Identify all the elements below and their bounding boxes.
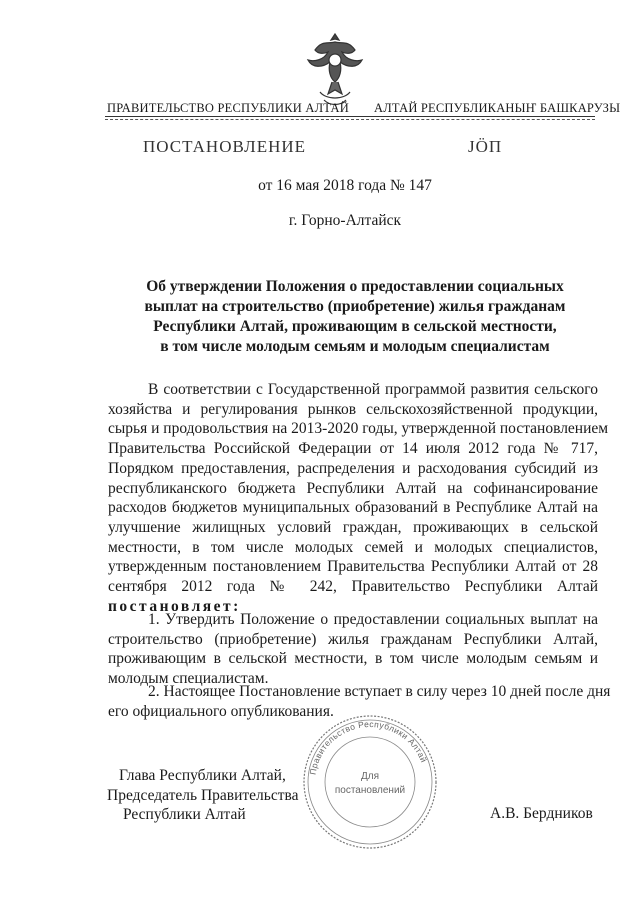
- title-line: выплат на строительство (приобретение) жилья гражданам: [144, 298, 566, 315]
- text-line: республиканского бюджета Республики Алтай на софинансирование: [108, 479, 598, 497]
- resolution-item-1: [108, 610, 598, 689]
- text-line: Правительства Российской Федерации от 14 июля 2012 года № 717,: [108, 440, 598, 458]
- document-place: г. Горно-Алтайск: [288, 212, 402, 229]
- resolves-word: постановляет:: [108, 597, 241, 615]
- government-name-ru: ПРАВИТЕЛЬСТВО РЕСПУБЛИКИ АЛТАЙ: [107, 101, 349, 115]
- position-line: Республики Алтай: [123, 806, 246, 824]
- text-line: 1. Утвердить Положение о предоставлении социальных выплат на: [148, 611, 598, 628]
- position-line: Председатель Правительства: [107, 786, 299, 804]
- title-line: Республики Алтай, проживающим в сельской местности,: [153, 318, 557, 335]
- header-rule: [105, 116, 595, 117]
- stamp-inner-text: Для: [360, 771, 380, 782]
- stamp-inner-text: постановлений: [334, 785, 406, 796]
- document-type-altai: ЈÖП: [468, 137, 503, 156]
- government-name-altai: АЛТАЙ РЕСПУБЛИКАНЫҤ БАШКАРУЗЫ: [374, 101, 621, 115]
- svg-text:Правительство Республики Алтай: [307, 719, 429, 776]
- text-line: его официального опубликования.: [108, 702, 334, 720]
- signer-name: А.В. Бердников: [490, 805, 593, 822]
- text-line: строительство (приобретение) жилья гражданам Республики Алтай,: [108, 630, 598, 648]
- text-line: утвержденным постановлением Правительства Республики Алтай от 28: [108, 558, 598, 576]
- text-line: проживающим в сельской местности, в том числе молодым семьям и: [108, 650, 598, 668]
- text-line: Порядком предоставления, распределения и расходования субсидий из: [108, 459, 598, 477]
- stamp-outer-text: Правительство Республики Алтай: [307, 718, 430, 776]
- text-line: молодым специалистам.: [108, 670, 269, 688]
- header-rule-dashed: [105, 119, 595, 120]
- signatory-position: [107, 766, 299, 825]
- text-line: местности, в том числе молодых семей и молодых специалистов,: [108, 538, 598, 556]
- document-date-number: от 16 мая 2018 года № 147: [258, 177, 432, 194]
- document-title: [108, 277, 602, 357]
- text-line: улучшение жилищных условий граждан, проживающих в сельской: [108, 518, 598, 536]
- document-type-ru: ПОСТАНОВЛЕНИЕ: [143, 137, 307, 156]
- text-line: В соответствии с Государственной программой развития сельского: [148, 381, 598, 398]
- position-line: Глава Республики Алтай,: [119, 767, 286, 784]
- text-line: расходов бюджетов муниципальных образований в Республике Алтай на: [108, 499, 598, 517]
- text-line: сентября 2012 года № 242, Правительство Республики Алтай: [108, 578, 598, 596]
- preamble-paragraph: [108, 380, 609, 616]
- official-stamp: [301, 713, 439, 851]
- text-line: 2. Настоящее Постановление вступает в силу через 10 дней после дня: [148, 683, 611, 700]
- text-line: сырья и продовольствия на 2013-2020 годы, утвержденной постановлением: [108, 420, 609, 438]
- title-line: в том числе молодым семьям и молодым специалистам: [160, 338, 550, 355]
- title-line: Об утверждении Положения о предоставлении социальных: [146, 278, 564, 295]
- text-line: хозяйства и регулирования рынков сельскохозяйственной продукции,: [108, 400, 598, 418]
